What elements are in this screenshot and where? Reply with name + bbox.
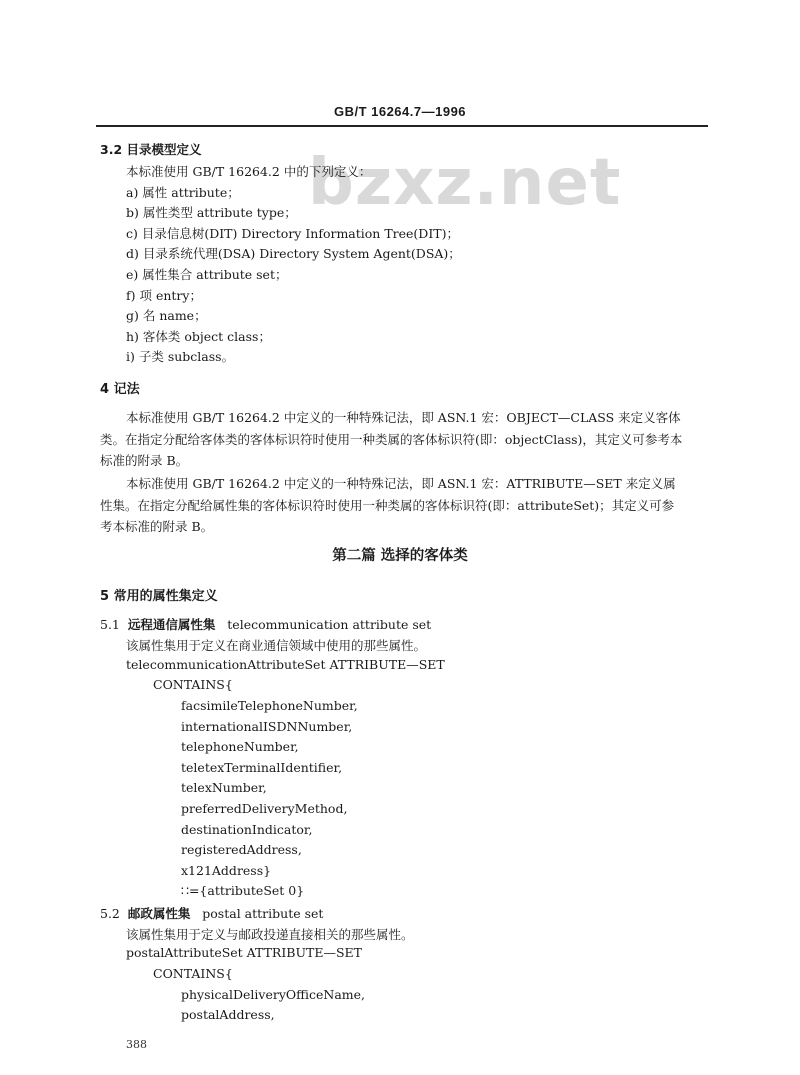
paragraph-line: 性集。在指定分配给属性集的客体标识符时使用一种类属的客体标识符(即：attributeSet)；其定义可参: [100, 498, 675, 513]
definition-item: a) 属性 attribute；: [126, 185, 240, 200]
asn1-attribute: telexNumber,: [181, 780, 267, 795]
section-number: 5.2: [100, 906, 120, 921]
section-4-heading: 4 记法: [100, 382, 140, 397]
section-3-2-intro: 本标准使用 GB/T 16264.2 中的下列定义：: [126, 164, 372, 179]
section-5-1-heading: [100, 615, 431, 633]
asn1-attribute: internationalISDNNumber,: [181, 719, 353, 734]
definition-item: h) 客体类 object class；: [126, 329, 271, 344]
definition-item: f) 项 entry；: [126, 288, 202, 303]
section-title-cn: 远程通信属性集: [127, 617, 216, 632]
section-5-2-heading: [100, 904, 323, 922]
asn1-declaration: postalAttributeSet ATTRIBUTE—SET: [126, 945, 362, 960]
definition-item: b) 属性类型 attribute type；: [126, 205, 297, 220]
definition-item: e) 属性集合 attribute set；: [126, 267, 288, 282]
definition-item: g) 名 name；: [126, 308, 207, 323]
asn1-attribute: postalAddress,: [181, 1007, 275, 1022]
watermark: bzxz.net: [308, 146, 622, 220]
asn1-attribute: registeredAddress,: [181, 842, 302, 857]
section-5-1-description: 该属性集用于定义在商业通信领域中使用的那些属性。: [126, 638, 427, 653]
paragraph-line: 本标准使用 GB/T 16264.2 中定义的一种特殊记法，即 ASN.1 宏：OBJECT—CLASS 来定义客体: [126, 410, 681, 425]
part-title: 第二篇 选择的客体类: [332, 548, 468, 564]
definition-item: i) 子类 subclass。: [126, 349, 235, 364]
section-title-cn: 邮政属性集: [127, 906, 191, 921]
definition-item: c) 目录信息树(DIT) Directory Information Tree(DIT)；: [126, 226, 459, 241]
asn1-assignment: ∷={attributeSet 0}: [181, 883, 305, 898]
section-5-heading: 5 常用的属性集定义: [100, 589, 218, 604]
page-number: 388: [126, 1038, 147, 1051]
section-5-2-description: 该属性集用于定义与邮政投递直接相关的那些属性。: [126, 927, 414, 942]
asn1-contains: CONTAINS{: [153, 677, 233, 692]
section-title-en: telecommunication attribute set: [227, 617, 432, 632]
asn1-attribute: physicalDeliveryOfficeName,: [181, 987, 366, 1002]
header-rule: [96, 125, 708, 127]
asn1-declaration: telecommunicationAttributeSet ATTRIBUTE—SET: [126, 657, 445, 672]
asn1-attribute: telephoneNumber,: [181, 739, 299, 754]
section-3-2-heading: 3.2 目录模型定义: [100, 142, 202, 157]
section-number: 5.1: [100, 617, 120, 632]
asn1-attribute: x121Address}: [181, 863, 272, 878]
paragraph-line: 类。在指定分配给客体类的客体标识符时使用一种类属的客体标识符(即：objectClass)，其定义可参考本: [100, 432, 683, 447]
definition-item: d) 目录系统代理(DSA) Directory System Agent(DSA)；: [126, 246, 461, 261]
paragraph-line: 标准的附录 B。: [100, 453, 189, 468]
asn1-attribute: destinationIndicator,: [181, 822, 313, 837]
paragraph-line: 考本标准的附录 B。: [100, 519, 214, 534]
asn1-attribute: facsimileTelephoneNumber,: [181, 698, 358, 713]
section-title-en: postal attribute set: [202, 906, 324, 921]
asn1-contains: CONTAINS{: [153, 966, 233, 981]
asn1-attribute: teletexTerminalIdentifier,: [181, 760, 343, 775]
page-header: GB/T 16264.7—1996: [333, 104, 467, 119]
asn1-attribute: preferredDeliveryMethod,: [181, 801, 348, 816]
paragraph-line: 本标准使用 GB/T 16264.2 中定义的一种特殊记法，即 ASN.1 宏：ATTRIBUTE—SET 来定义属: [126, 476, 676, 491]
